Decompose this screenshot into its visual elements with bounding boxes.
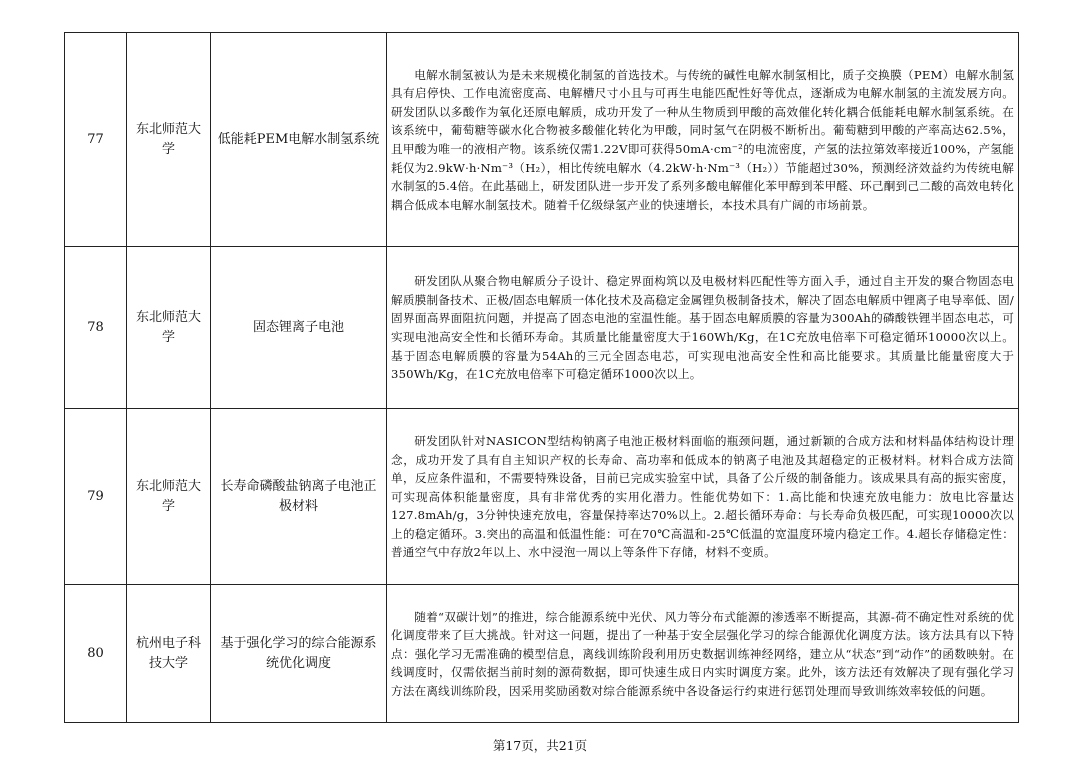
row-number: 80 — [65, 585, 127, 723]
table-row — [65, 33, 1019, 247]
table-row — [65, 247, 1019, 409]
technology-table — [64, 32, 1019, 723]
project-name-cell: 基于强化学习的综合能源系统优化调度 — [211, 585, 387, 723]
project-name-cell: 低能耗PEM电解水制氢系统 — [211, 33, 387, 247]
description-cell: 电解水制氢被认为是未来规模化制氢的首选技术。与传统的碱性电解水制氢相比，质子交换膜（PEM）电解水制氢具有启停快、工作电流密度高、电解槽尺寸小且与可再生电能匹配性好等优点，逐渐成为电解水制氢的主流发展方向。研发团队以多酸作为氧化还原电解质，成功开发了一种从生物质到甲酸的高效催化转化耦合低能耗电解水制氢系统。在该系统中，葡萄糖等碳水化合物被多酸催化转化为甲酸，同时氢气在阴极不断析出。葡萄糖到甲酸的产率高达62.5%，且甲酸为唯一的液相产物。该系统仅需1.22V即可获得50mA·cm⁻²的电流密度，产氢的法拉第效率接近100%，产氢能耗仅为2.9kW·h·Nm⁻³（H₂），相比传统电解水（4.2kW·h·Nm⁻³（H₂））节能超过30%，预测经济效益约为传统电解水制氢的5.4倍。在此基础上，研发团队进一步开发了系列多酸电解催化苯甲醇到苯甲醛、环己酮到己二酸的高效电转化耦合低成本电解水制氢技术。随着千亿级绿氢产业的快速增长，本技术具有广阔的市场前景。 — [387, 33, 1019, 247]
document-page — [64, 32, 1018, 720]
project-name-cell: 固态锂离子电池 — [211, 247, 387, 409]
project-name-cell: 长寿命磷酸盐钠离子电池正极材料 — [211, 409, 387, 585]
row-number: 77 — [65, 33, 127, 247]
description-cell: 研发团队针对NASICON型结构钠离子电池正极材料面临的瓶颈问题，通过新颖的合成方法和材料晶体结构设计理念，成功开发了具有自主知识产权的长寿命、高功率和低成本的钠离子电池及其超稳定的正极材料。材料合成方法简单，反应条件温和，不需要特殊设备，目前已完成实验室中试，具备了公斤级的制备能力。该成果具有高的振实密度，可实现高体积能量密度，具有非常优秀的实用化潜力。性能优势如下：1.高比能和快速充放电能力：放电比容量达127.8mAh/g，3分钟快速充放电，容量保持率达70%以上。2.超长循环寿命：与长寿命负极匹配，可实现10000次以上的稳定循环。3.突出的高温和低温性能：可在70℃高温和-25℃低温的宽温度环境内稳定工作。4.超长存储稳定性：普通空气中存放2年以上、水中浸泡一周以上等条件下存储，材料不变质。 — [387, 409, 1019, 585]
organization-cell: 杭州电子科技大学 — [127, 585, 211, 723]
organization-cell: 东北师范大学 — [127, 247, 211, 409]
organization-cell: 东北师范大学 — [127, 409, 211, 585]
organization-cell: 东北师范大学 — [127, 33, 211, 247]
page-footer: 第17页，共21页 — [492, 738, 588, 753]
description-cell: 随着“双碳计划”的推进，综合能源系统中光伏、风力等分布式能源的渗透率不断提高，其源-荷不确定性对系统的优化调度带来了巨大挑战。针对这一问题，提出了一种基于安全层强化学习的综合能源优化调度方法。该方法具有以下特点：强化学习无需准确的模型信息，离线训练阶段利用历史数据训练神经网络，建立从“状态”到“动作”的函数映射。在线调度时，仅需依据当前时刻的源荷数据，即可快速生成日内实时调度方案。此外，该方法还有效解决了现有强化学习方法在离线训练阶段，因采用奖励函数对综合能源系统中各设备运行约束进行惩罚处理而导致训练效率较低的问题。 — [387, 585, 1019, 723]
row-number: 78 — [65, 247, 127, 409]
table-row — [65, 585, 1019, 723]
description-cell: 研发团队从聚合物电解质分子设计、稳定界面构筑以及电极材料匹配性等方面入手，通过自主开发的聚合物固态电解质膜制备技术、正极/固态电解质一体化技术及高稳定金属锂负极制备技术，解决了固态电解质中锂离子电导率低、固/固界面高界面阻抗问题，并提高了固态电池的室温性能。基于固态电解质膜的容量为300Ah的磷酸铁锂半固态电芯，可实现电池高安全性和长循环寿命。其质量比能量密度大于160Wh/Kg，在1C充放电倍率下可稳定循环10000次以上。基于固态电解质膜的容量为54Ah的三元全固态电芯，可实现电池高安全性和高比能要求。其质量比能量密度大于350Wh/Kg，在1C充放电倍率下可稳定循环1000次以上。 — [387, 247, 1019, 409]
row-number: 79 — [65, 409, 127, 585]
table-row — [65, 409, 1019, 585]
